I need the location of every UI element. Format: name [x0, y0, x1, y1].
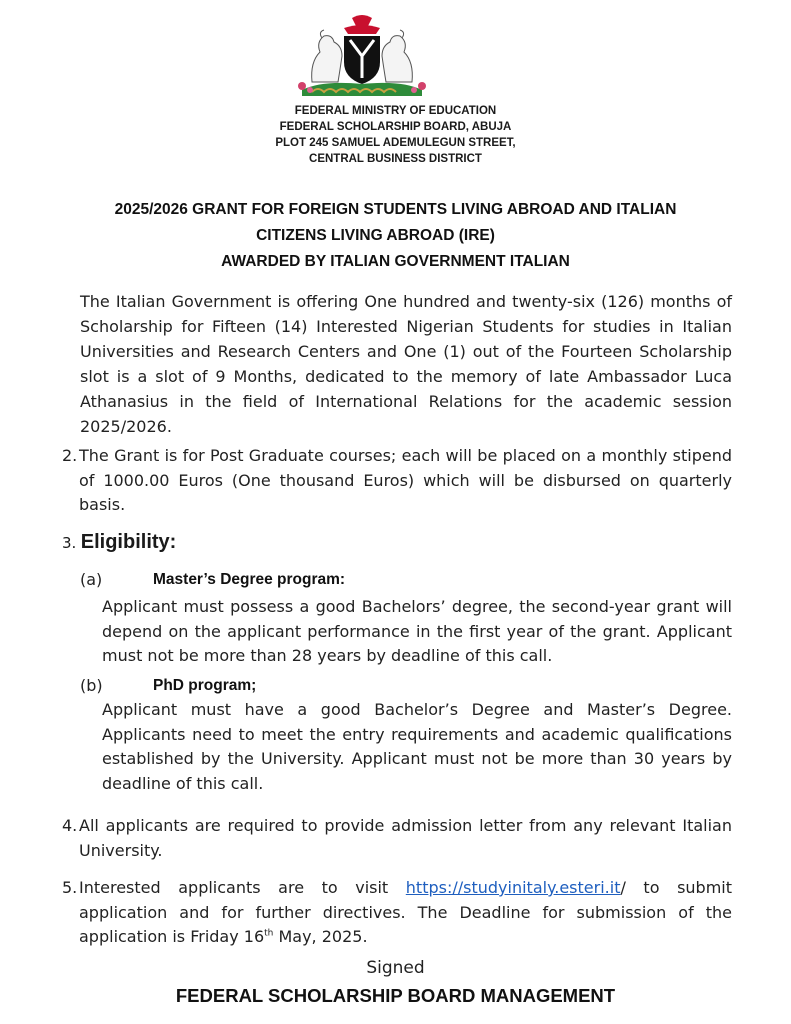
title-line-1: 2025/2026 GRANT FOR FOREIGN STUDENTS LIVING ABROAD AND ITALIAN: [114, 201, 677, 218]
admission-paragraph: [62, 814, 732, 863]
item-number: 5.: [62, 878, 78, 897]
grant-text: The Grant is for Post Graduate courses; each will be placed on a monthly stipend of 1000.00 Euros (One thousand Euros) which will be disbursed on quarterly basis.: [79, 446, 732, 514]
application-text-pre: Interested applicants are to visit: [79, 878, 406, 897]
item-number: 3.: [62, 534, 77, 552]
ordinal-suffix: th: [264, 928, 274, 939]
address-line: FEDERAL MINISTRY OF EDUCATION: [294, 105, 497, 117]
eligibility-heading: [62, 531, 176, 554]
item-number: 4.: [62, 816, 78, 835]
application-text-post: / to submit application and for further directives. The Deadline for submission of the application is Friday 16: [79, 878, 732, 946]
address-line: PLOT 245 SAMUEL ADEMULEGUN STREET,: [275, 137, 516, 149]
application-paragraph: [62, 876, 732, 950]
title-line-2: CITIZENS LIVING ABROAD (IRE): [256, 227, 495, 244]
signatory-board: FEDERAL SCHOLARSHIP BOARD MANAGEMENT: [175, 985, 616, 1006]
grant-paragraph: [62, 444, 732, 518]
eligibility-title: Eligibility:: [80, 531, 177, 553]
admission-text: All applicants are required to provide admission letter from any relevant Italian University.: [79, 816, 732, 860]
address-line: CENTRAL BUSINESS DISTRICT: [309, 153, 482, 165]
item-number: 2.: [62, 446, 78, 465]
signed-label: Signed: [366, 958, 425, 978]
coat-of-arms-icon: [282, 12, 442, 100]
masters-program-text: Applicant must possess a good Bachelors’ degree, the second-year grant will depend on the applicant performance in the first year of the grant. Applicant must not be more than 28 years by deadline of this call.: [102, 597, 732, 665]
document-title: [40, 197, 751, 275]
masters-program-title: Master’s Degree program:: [153, 571, 346, 588]
address-line: FEDERAL SCHOLARSHIP BOARD, ABUJA: [279, 121, 512, 133]
sub-item-label: (a): [80, 570, 103, 589]
sub-item-label: (b): [80, 676, 103, 695]
title-line-3: AWARDED BY ITALIAN GOVERNMENT ITALIAN: [221, 253, 570, 270]
ministry-address: [0, 103, 791, 167]
application-text: [79, 876, 732, 950]
phd-program-text: Applicant must have a good Bachelor’s Degree and Master’s Degree. Applicants need to meet the entry requirements and academic qualifications established by the University. Applicant must not be more than 30 years by deadline of this call.: [102, 700, 732, 793]
application-text-end: May, 2025.: [273, 927, 368, 946]
study-in-italy-link[interactable]: https://studyinitaly.esteri.it: [405, 878, 621, 897]
phd-program-title: PhD program;: [153, 677, 257, 694]
intro-paragraph: The Italian Government is offering One hundred and twenty-six (126) months of Scholarship for Fifteen (14) Interested Nigerian Students for studies in Italian Universities and Research Centers and One (1) out of the Fourteen Scholarship slot is a slot of 9 Months, dedicated to the memory of late Ambassador Luca Athanasius in the field of International Relations for the academic session 2025/2026.: [80, 292, 732, 436]
